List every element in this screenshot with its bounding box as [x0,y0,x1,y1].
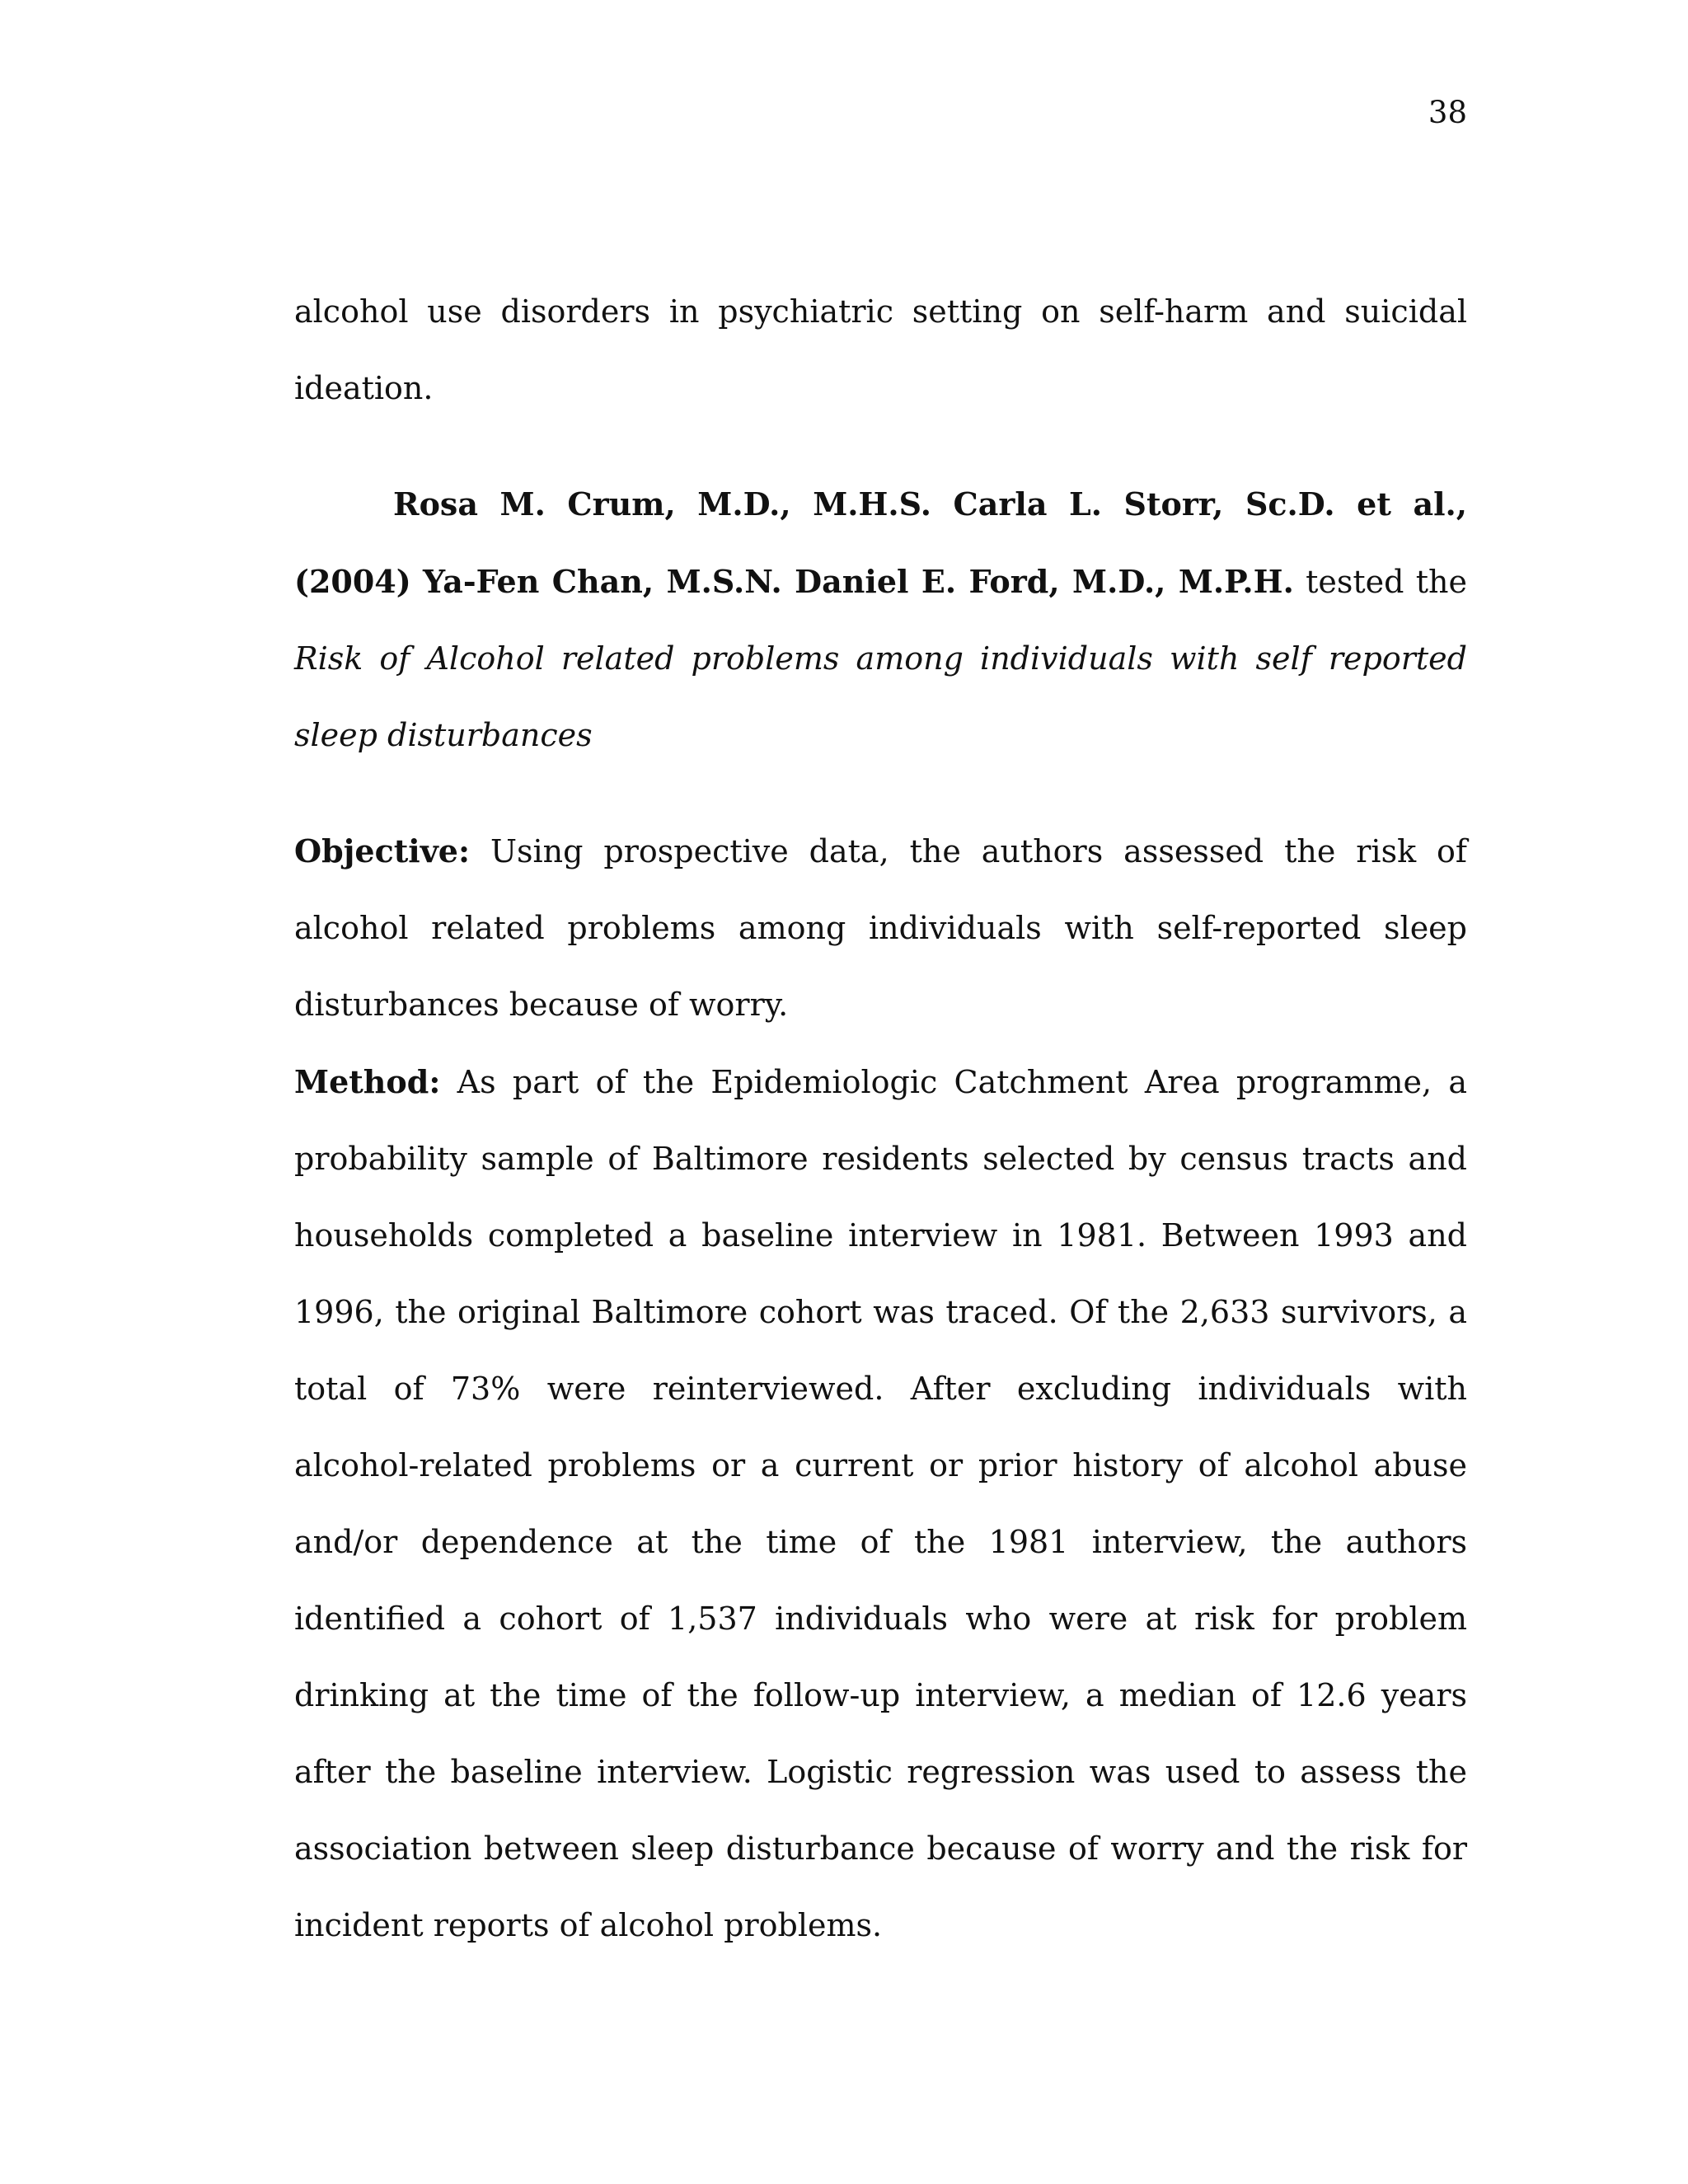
continuation-paragraph: alcohol use disorders in psychiatric setting on self-harm and suicidal ideation. [294,293,1467,406]
citation-title: Risk of Alcohol related problems among individuals with self reported sleep disturbances [294,640,1467,753]
citation-connector: tested the [1293,564,1467,600]
objective-text: Using prospective data, the authors assessed the risk of alcohol related problems among individuals with self-reported sleep disturbances because of worry. [294,833,1467,1023]
objective-paragraph [294,813,1467,1043]
method-paragraph [294,1043,1467,1964]
page-number: 38 [1428,95,1467,130]
method-text: As part of the Epidemiologic Catchment Area programme, a probability sample of Baltimore residents selected by census tracts and households completed a baseline interview in 1981. Between 1993 and 1996, the original Baltimore cohort was traced. Of the 2,633 survivors, a total of 73% were reinterviewed. After excluding individuals with alcohol-related problems or a current or prior history of alcohol abuse and/or dependence at the time of the 1981 interview, the authors identified a cohort of 1,537 individuals who were at risk for problem drinking at the time of the follow-up interview, a median of 12.6 years after the baseline interview. Logistic regression was used to assess the association between sleep disturbance because of worry and the risk for incident reports of alcohol problems. [294,1064,1467,1943]
objective-label: Objective: [294,832,471,869]
citation-authors-line1: Rosa M. Crum, M.D., M.H.S. Carla L. Storr, Sc.D. et al., (2004) [294,485,1467,600]
citation-paragraph [294,466,1467,774]
citation-authors-line2: Ya-Fen Chan, M.S.N. Daniel E. Ford, M.D., M.P.H. [423,563,1294,600]
method-label: Method: [294,1063,441,1100]
page-body [294,274,1467,1964]
